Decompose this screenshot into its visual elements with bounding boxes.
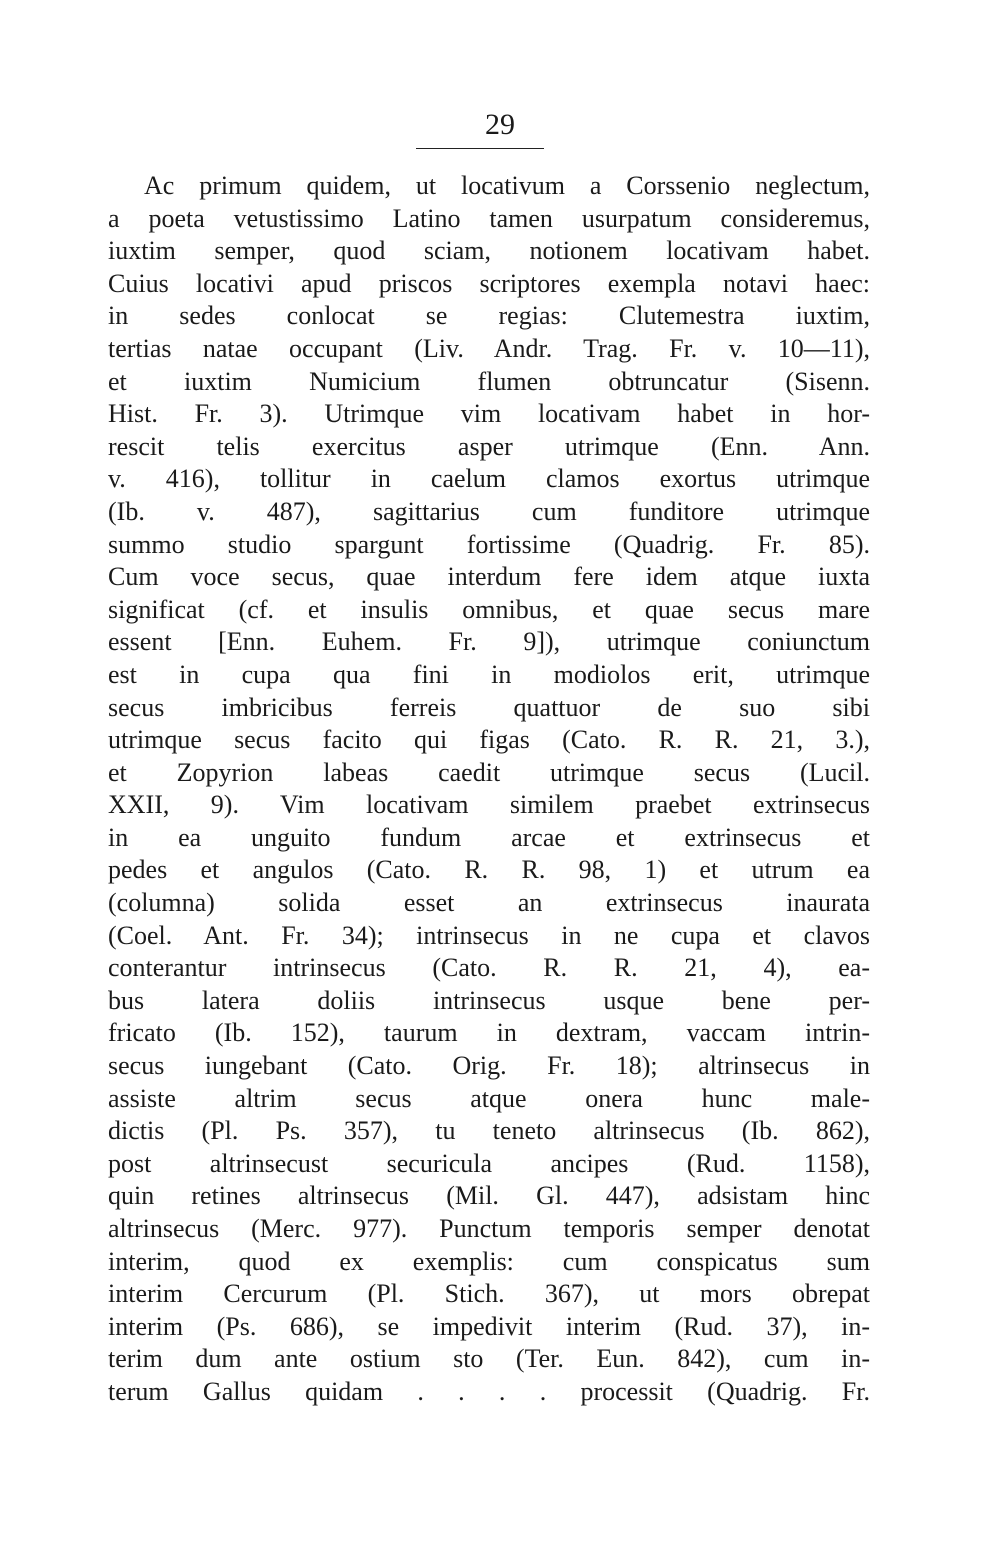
text-line: in sedes conlocat se regias: Clutemestra iuxtim,: [108, 301, 870, 331]
text-line: iuxtim semper, quod sciam, notionem locativam habet.: [108, 236, 870, 266]
text-line: significat (cf. et insulis omnibus, et quae secus mare: [108, 594, 870, 624]
text-line: (columna) solida esset an extrinsecus inaurata: [108, 888, 870, 918]
text-line: utrimque secus facito qui figas (Cato. R. R. 21, 3.),: [108, 725, 870, 755]
text-line: quin retines altrinsecus (Mil. Gl. 447), adsistam hinc: [108, 1181, 870, 1211]
text-line: Hist. Fr. 3). Utrimque vim locativam habet in hor-: [108, 399, 870, 429]
text-line: pedes et angulos (Cato. R. R. 98, 1) et utrum ea: [108, 855, 870, 885]
text-line: interim Cercurum (Pl. Stich. 367), ut mors obrepat: [108, 1279, 870, 1309]
text-line: et Zopyrion labeas caedit utrimque secus (Lucil.: [108, 757, 870, 787]
text-line: a poeta vetustissimo Latino tamen usurpatum consideremus,: [108, 203, 870, 233]
text-line: altrinsecus (Merc. 977). Punctum temporis semper denotat: [108, 1214, 870, 1243]
text-line: interim (Ps. 686), se impedivit interim (Rud. 37), in-: [108, 1311, 870, 1341]
text-line: assiste altrim secus atque onera hunc male-: [108, 1083, 870, 1113]
text-line: Ac primum quidem, ut locativum a Corssenio neglectum,: [144, 171, 870, 200]
text-line: essent [Enn. Euhem. Fr. 9]), utrimque coniunctum: [108, 627, 870, 657]
text-line: secus iungebant (Cato. Orig. Fr. 18); altrinsecus in: [108, 1051, 870, 1081]
text-line: conterantur intrinsecus (Cato. R. R. 21, 4), ea-: [108, 953, 870, 983]
text-line: interim, quod ex exemplis: cum conspicatus sum: [108, 1246, 870, 1276]
text-line: tertias natae occupant (Liv. Andr. Trag. Fr. v. 10—11),: [108, 333, 870, 363]
text-line: fricato (Ib. 152), taurum in dextram, vaccam intrin-: [108, 1018, 870, 1048]
text-line: post altrinsecust securicula ancipes (Rud. 1158),: [108, 1148, 870, 1178]
text-line: in ea unguito fundum arcae et extrinsecus et: [108, 822, 870, 852]
text-line: est in cupa qua fini in modiolos erit, utrimque: [108, 659, 870, 689]
text-line: (Coel. Ant. Fr. 34); intrinsecus in ne cupa et clavos: [108, 920, 870, 950]
text-line: et iuxtim Numicium flumen obtruncatur (Sisenn.: [108, 366, 870, 396]
body-text: [108, 170, 870, 1409]
text-line: Cuius locativi apud priscos scriptores exempla notavi haec:: [108, 268, 870, 298]
text-line: XXII, 9). Vim locativam similem praebet extrinsecus: [108, 790, 870, 820]
text-line: Cum voce secus, quae interdum fere idem atque iuxta: [108, 562, 870, 592]
page-number-rule: [416, 148, 544, 149]
text-line: terum Gallus quidam . . . . processit (Quadrig. Fr.: [108, 1376, 870, 1406]
text-line: summo studio spargunt fortissime (Quadrig. Fr. 85).: [108, 529, 870, 559]
text-line: (Ib. v. 487), sagittarius cum funditore utrimque: [108, 496, 870, 526]
text-line: dictis (Pl. Ps. 357), tu teneto altrinsecus (Ib. 862),: [108, 1116, 870, 1146]
page-number: 29: [485, 108, 515, 141]
text-line: bus latera doliis intrinsecus usque bene per-: [108, 985, 870, 1015]
text-line: terim dum ante ostium sto (Ter. Eun. 842), cum in-: [108, 1344, 870, 1374]
text-line: secus imbricibus ferreis quattuor de suo sibi: [108, 692, 870, 722]
text-line: v. 416), tollitur in caelum clamos exortus utrimque: [108, 464, 870, 494]
text-line: rescit telis exercitus asper utrimque (Enn. Ann.: [108, 431, 870, 461]
